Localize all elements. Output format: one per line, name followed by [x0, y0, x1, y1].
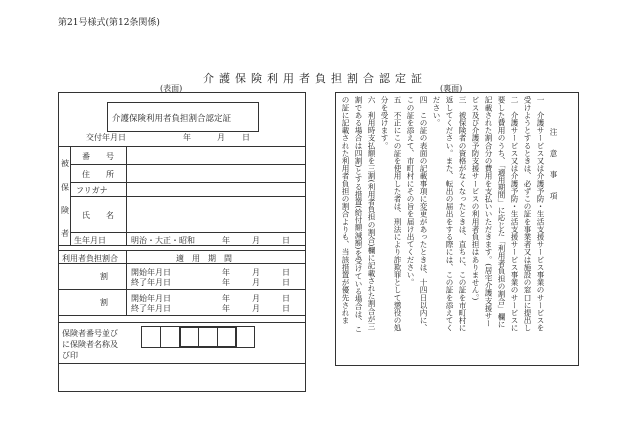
- note-1: 一 介護サービス又は介護予防・生活支援サービス事業のサービスを受けようとするときは、必ずこの証を事業者又は施設の窓口に提出し: [523, 96, 545, 332]
- ratio-2-wari: 割: [100, 298, 108, 307]
- period-2-end-year: 年: [222, 304, 230, 313]
- insurer-number-highlight: [179, 326, 237, 348]
- note-6: 六 利用時支払額を三割(利用者負担の割合)欄に記載された割合が三割である場合は四割)とする措置(給付額減額)を受けている場合は、この証に記載された利用者負担の割合よりも、当該措置が優先されま: [341, 96, 376, 333]
- period-1-start-day: 日: [282, 268, 290, 277]
- back-heading: (裏面): [440, 84, 463, 93]
- note-2: 二 介護サービス又は介護予防・生活支援サービス事業のサービスに要した費用のうち、「適用期間」に応じた「利用者負担の割合」欄に記載された割合分の費用を支払いいただきます。(居宅介護支援サービス及び介護予防支援サービスの利用者負担はありません。): [471, 96, 519, 332]
- period-2-start-label: 開始年月日: [131, 294, 171, 303]
- issue-month: 月: [217, 133, 225, 142]
- period-2-end-month: 月: [252, 304, 260, 313]
- period-1-end-day: 日: [282, 278, 290, 287]
- furigana-label: フリガナ: [76, 186, 108, 195]
- issue-date-label: 交付年月日: [86, 133, 126, 142]
- number-label: 番 号: [82, 152, 114, 161]
- period-1-start-year: 年: [222, 268, 230, 277]
- ratio-1-wari: 割: [100, 272, 108, 281]
- period-2-start-month: 月: [252, 294, 260, 303]
- period-1-end-month: 月: [252, 278, 260, 287]
- address-label: 住 所: [82, 170, 114, 179]
- period-2-start-year: 年: [222, 294, 230, 303]
- front-heading: (表面): [160, 84, 183, 93]
- note-4: 四 この証の表面の記載事項に変更があったときは、十四日以内に、この証を添えて、市町村にその旨を届け出てください。: [406, 96, 428, 332]
- period-1-start-month: 月: [252, 268, 260, 277]
- cert-title: 介護保険利用者負担割合認定証: [112, 114, 232, 124]
- birth-date-label: 生年月日: [74, 236, 106, 245]
- period-1-end-label: 終了年月日: [131, 278, 171, 287]
- birth-day: 日: [282, 236, 290, 245]
- insured-char-2: 保: [61, 183, 69, 192]
- insured-char-3: 険: [61, 206, 69, 215]
- period-2-end-label: 終了年月日: [131, 304, 171, 313]
- period-2-start-day: 日: [282, 294, 290, 303]
- birth-year: 年: [222, 236, 230, 245]
- insured-char-4: 者: [61, 229, 69, 238]
- ratio-label: 利用者負担割合: [62, 254, 118, 263]
- notes-title: 注 意 事 項: [549, 128, 558, 203]
- insured-char-1: 被: [61, 159, 69, 168]
- period-label: 適 用 期 間: [176, 254, 232, 263]
- birth-eras: 明治・大正・昭和: [131, 236, 195, 245]
- name-label: 氏 名: [82, 211, 114, 220]
- note-3: 三 被保険者の資格がなくなったときは、直ちに、この証を市町村に返してください。また、転出の届出をする際には、この証を添えてください。: [432, 96, 467, 332]
- birth-month: 月: [252, 236, 260, 245]
- period-1-start-label: 開始年月日: [131, 268, 171, 277]
- issue-day: 日: [242, 133, 250, 142]
- issue-year: 年: [183, 133, 191, 142]
- document-title: 介護保険利用者負担割合認定証: [203, 72, 427, 85]
- note-5: 五 不正にこの証を使用した者は、刑法により詐欺罪として懲役の処分を受けます。: [380, 96, 402, 332]
- period-1-end-year: 年: [222, 278, 230, 287]
- form-reference: 第21号様式(第12条関係): [58, 18, 160, 28]
- period-2-end-day: 日: [282, 304, 290, 313]
- insurer-label: 保険者番号並びに保険者名称及び印: [62, 329, 118, 360]
